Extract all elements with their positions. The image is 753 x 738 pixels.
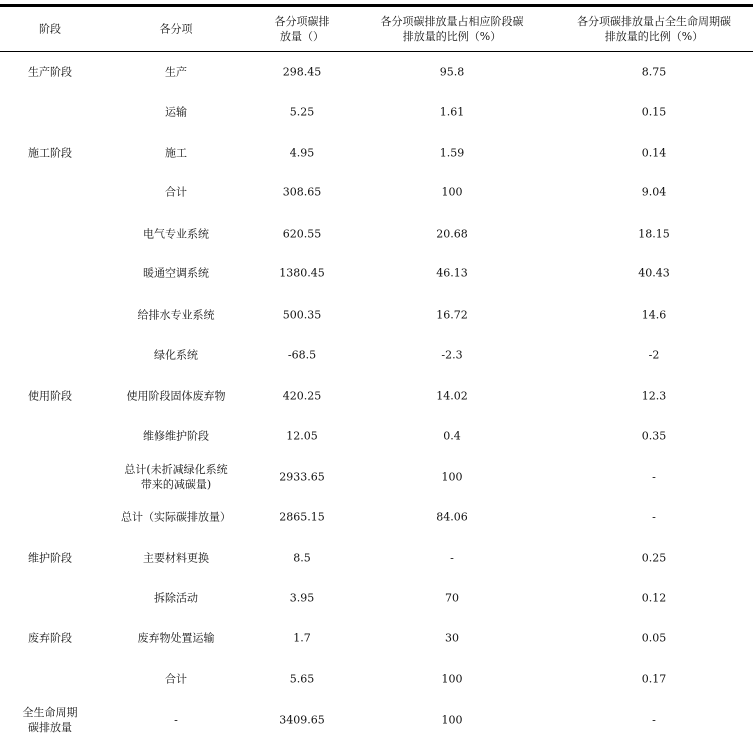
- row-15-emission: 1.7: [293, 631, 311, 645]
- row-7-life-pct: 14.6: [641, 308, 667, 322]
- row-4-stage-pct: 100: [441, 185, 463, 199]
- row-1-item: 生产: [165, 65, 187, 79]
- row-5-stage-pct: 20.68: [436, 227, 468, 241]
- row-15-stage-pct: 30: [445, 631, 459, 645]
- row-11-stage-pct: 100: [441, 470, 463, 484]
- row-3-stage-pct: 1.59: [439, 146, 465, 160]
- row-3-emission: 4.95: [289, 146, 315, 160]
- row-7-item: 给排水专业系统: [137, 308, 215, 322]
- header-lifecycle-percent: 各分项碳排放量占全生命周期碳 排放量的比例（%）: [577, 15, 731, 43]
- stage-label-4: 维护阶段: [28, 551, 72, 565]
- row-16-life-pct: 0.17: [641, 672, 667, 686]
- stage-label-5: 废弃阶段: [28, 631, 72, 645]
- row-15-life-pct: 0.05: [641, 631, 667, 645]
- row-2-item: 运输: [165, 105, 187, 119]
- row-3-life-pct: 0.14: [641, 146, 667, 160]
- row-12-stage-pct: 84.06: [436, 510, 468, 524]
- row-12-emission: 2865.15: [279, 510, 325, 524]
- row-4-item: 合计: [165, 185, 187, 199]
- row-9-item: 使用阶段固体废弃物: [126, 389, 226, 403]
- row-4-emission: 308.65: [282, 185, 322, 199]
- row-15-item: 废弃物处置运输: [137, 631, 215, 645]
- row-17-item: -: [174, 713, 178, 727]
- stage-label-6: 全生命周期 碳排放量: [22, 706, 78, 734]
- row-6-item: 暖通空调系统: [143, 266, 209, 280]
- row-10-item: 维修维护阶段: [143, 429, 209, 443]
- row-8-item: 绿化系统: [154, 348, 198, 362]
- table-top-rule: [0, 4, 753, 7]
- row-8-stage-pct: -2.3: [441, 348, 463, 362]
- row-7-emission: 500.35: [282, 308, 322, 322]
- row-14-stage-pct: 70: [445, 591, 459, 605]
- row-10-life-pct: 0.35: [641, 429, 667, 443]
- row-10-stage-pct: 0.4: [443, 429, 461, 443]
- header-item: 各分项: [159, 22, 193, 36]
- row-1-emission: 298.45: [282, 65, 322, 79]
- row-9-life-pct: 12.3: [641, 389, 667, 403]
- row-13-item: 主要材料更换: [143, 551, 209, 565]
- row-16-stage-pct: 100: [441, 672, 463, 686]
- row-9-emission: 420.25: [282, 389, 322, 403]
- stage-label-2: 施工阶段: [28, 146, 72, 160]
- row-9-stage-pct: 14.02: [436, 389, 468, 403]
- row-2-emission: 5.25: [289, 105, 315, 119]
- row-1-life-pct: 8.75: [641, 65, 667, 79]
- row-12-item: 总计（实际碳排放量）: [121, 510, 231, 524]
- row-5-item: 电气专业系统: [143, 227, 209, 241]
- row-10-emission: 12.05: [286, 429, 318, 443]
- row-3-item: 施工: [165, 146, 187, 160]
- row-11-item: 总计(未折减绿化系统 带来的减碳量): [124, 463, 228, 491]
- row-14-emission: 3.95: [289, 591, 315, 605]
- row-14-life-pct: 0.12: [641, 591, 667, 605]
- row-6-emission: 1380.45: [279, 266, 325, 280]
- row-6-life-pct: 40.43: [638, 266, 670, 280]
- row-11-life-pct: -: [652, 470, 656, 484]
- row-17-stage-pct: 100: [441, 713, 463, 727]
- row-5-life-pct: 18.15: [638, 227, 670, 241]
- stage-label-3: 使用阶段: [28, 389, 72, 403]
- header-emission: 各分项碳排 放量（）: [274, 15, 330, 43]
- row-6-stage-pct: 46.13: [436, 266, 468, 280]
- header-stage-percent: 各分项碳排放量占相应阶段碳 排放量的比例（%）: [380, 15, 524, 43]
- row-16-emission: 5.65: [289, 672, 315, 686]
- row-2-life-pct: 0.15: [641, 105, 667, 119]
- row-4-life-pct: 9.04: [641, 185, 667, 199]
- row-13-life-pct: 0.25: [641, 551, 667, 565]
- row-7-stage-pct: 16.72: [436, 308, 468, 322]
- row-14-item: 拆除活动: [154, 591, 198, 605]
- row-12-life-pct: -: [652, 510, 656, 524]
- row-13-emission: 8.5: [293, 551, 311, 565]
- row-2-stage-pct: 1.61: [439, 105, 465, 119]
- header-stage: 阶段: [39, 22, 61, 36]
- row-8-life-pct: -2: [648, 348, 660, 362]
- row-17-emission: 3409.65: [279, 713, 325, 727]
- table-header-rule: [0, 51, 753, 52]
- row-11-emission: 2933.65: [279, 470, 325, 484]
- row-13-stage-pct: -: [450, 551, 454, 565]
- row-1-stage-pct: 95.8: [439, 65, 465, 79]
- stage-label-1: 生产阶段: [28, 65, 72, 79]
- row-17-life-pct: -: [652, 713, 656, 727]
- row-5-emission: 620.55: [282, 227, 322, 241]
- row-8-emission: -68.5: [287, 348, 317, 362]
- row-16-item: 合计: [165, 672, 187, 686]
